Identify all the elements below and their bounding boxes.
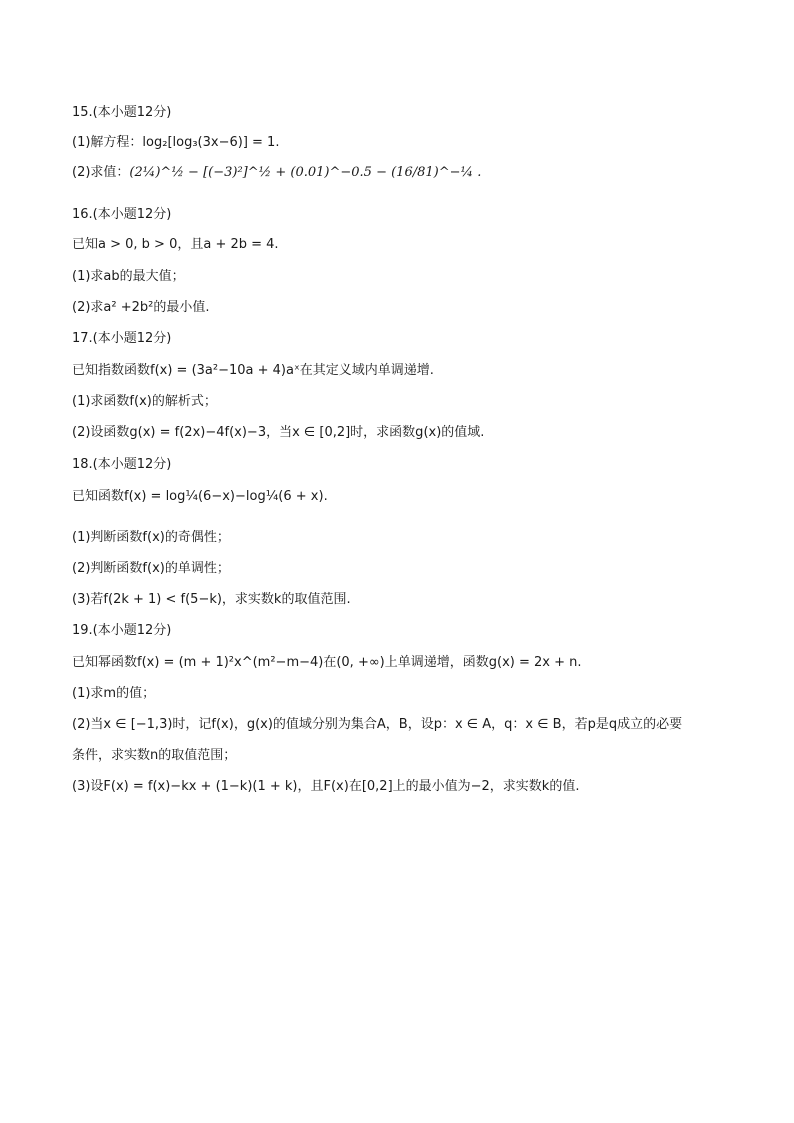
q17-stem: 已知指数函数f(x) = (3a²−10a + 4)aˣ在其定义域内单调递增.	[72, 363, 434, 378]
q17-header: 17.(本小题12分)	[72, 331, 172, 346]
q15-part2-expr: (2¼)^½ − [(−3)²]^½ + (0.01)^−0.5 − (16/81)^−¼ .	[129, 165, 482, 180]
q16-part1: (1)求ab的最大值；	[72, 269, 185, 284]
q18-part3: (3)若f(2k + 1) < f(5−k)，求实数k的取值范围.	[72, 592, 351, 607]
q19-header: 19.(本小题12分)	[72, 623, 172, 638]
q19-part2-line1: (2)当x ∈ [−1,3)时，记f(x)，g(x)的值域分别为集合A，B，设p：x ∈ A，q：x ∈ B，若p是q成立的必要	[72, 717, 683, 732]
q17-part2: (2)设函数g(x) = f(2x)−4f(x)−3，当x ∈ [0,2]时，求函数g(x)的值域.	[72, 425, 485, 440]
q18-part2: (2)判断函数f(x)的单调性；	[72, 561, 230, 576]
q16-stem: 已知a > 0, b > 0，且a + 2b = 4.	[72, 237, 279, 252]
q16-header: 16.(本小题12分)	[72, 207, 172, 222]
q19-part2-line2: 条件，求实数n的取值范围；	[72, 748, 237, 763]
q19-part1: (1)求m的值；	[72, 686, 156, 701]
q15-part2-prefix: (2)求值：	[72, 165, 130, 180]
q16-part2: (2)求a² +2b²的最小值.	[72, 300, 210, 315]
q19-stem: 已知幂函数f(x) = (m + 1)²x^(m²−m−4)在(0, +∞)上单调递增，函数g(x) = 2x + n.	[72, 655, 582, 670]
q15-part1: (1)解方程：log₂[log₃(3x−6)] = 1.	[72, 135, 280, 150]
q19-part3: (3)设F(x) = f(x)−kx + (1−k)(1 + k)，且F(x)在[0,2]上的最小值为−2，求实数k的值.	[72, 779, 580, 794]
q18-stem: 已知函数f(x) = log¼(6−x)−log¼(6 + x).	[72, 489, 328, 504]
q15-part2	[72, 164, 481, 184]
q15-header: 15.(本小题12分)	[72, 105, 172, 120]
q18-part1: (1)判断函数f(x)的奇偶性；	[72, 530, 230, 545]
q17-part1: (1)求函数f(x)的解析式；	[72, 394, 217, 409]
q18-header: 18.(本小题12分)	[72, 457, 172, 472]
